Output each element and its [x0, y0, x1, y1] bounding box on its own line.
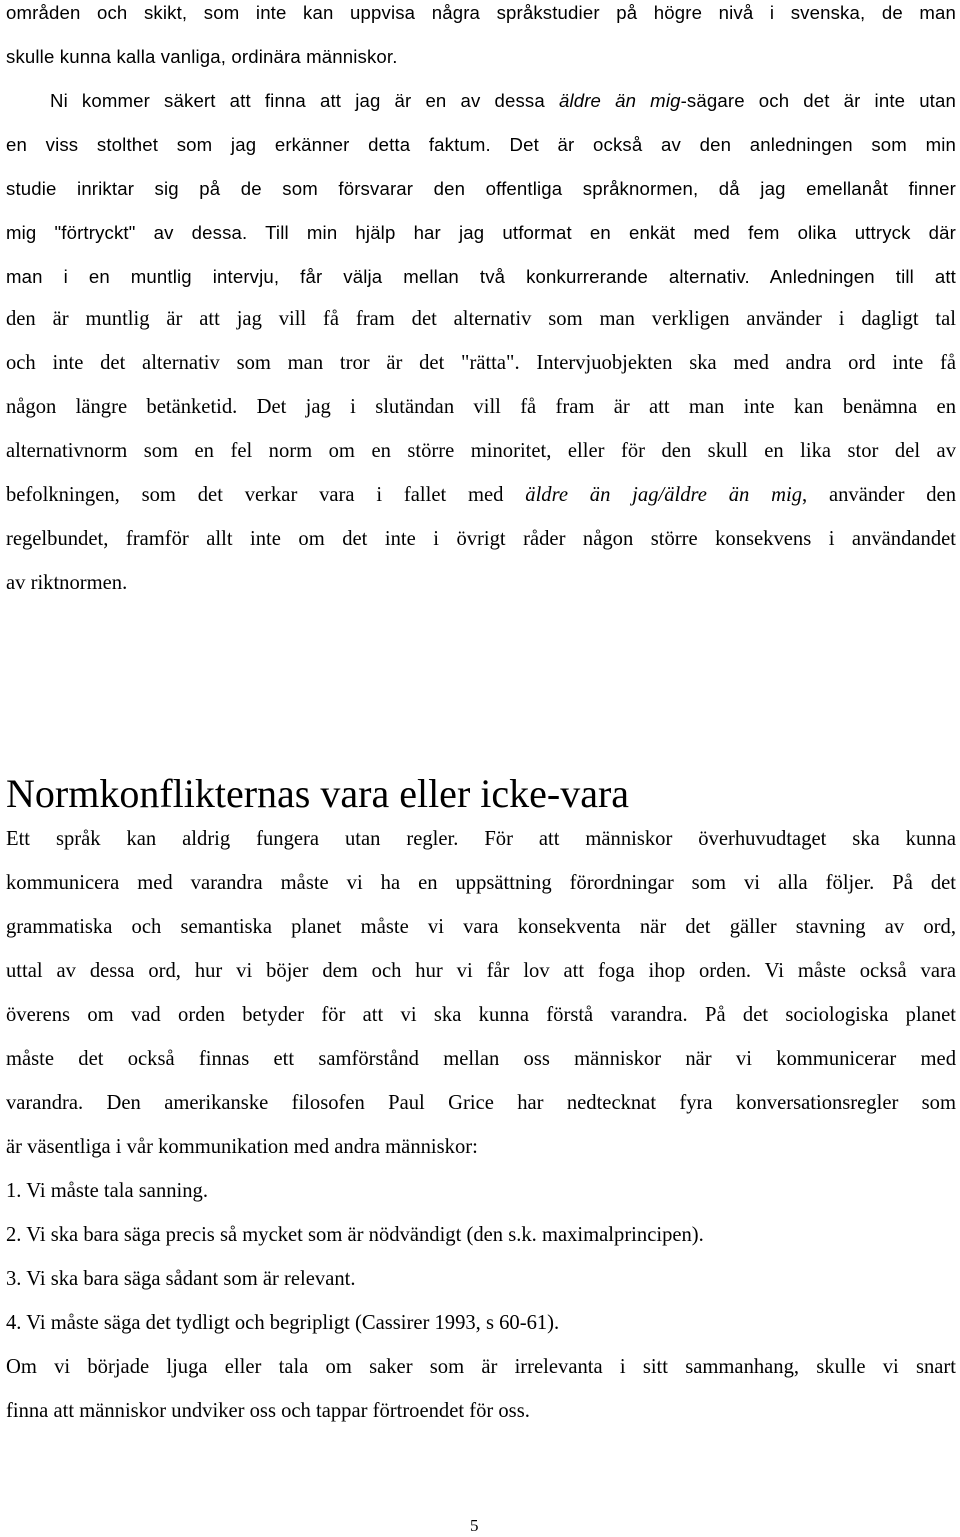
- paragraph-3-line-1: Ett språk kan aldrig fungera utan regler. För att människor överhuvudtaget ska kunna: [6, 828, 956, 850]
- emphasis-text: äldre än jag/äldre än mig: [525, 484, 803, 506]
- paragraph-2-line-12: av riktnormen.: [6, 572, 128, 594]
- paragraph-2-line-8: någon längre betänketid. Det jag i slutändan vill få fram är att man inte kan benämna en: [6, 396, 956, 418]
- text-run: , använder den: [802, 484, 956, 506]
- text-run: Ni kommer säkert att finna att jag är en av dessa: [50, 90, 559, 111]
- list-item: 1. Vi måste tala sanning.: [6, 1180, 208, 1202]
- paragraph-2-line-6: den är muntlig är att jag vill få fram det alternativ som man verkligen använder i dagligt tal: [6, 308, 956, 330]
- paragraph-4-line-1: Om vi började ljuga eller tala om saker som är irrelevanta i sitt sammanhang, skulle vi snart: [6, 1356, 956, 1378]
- paragraph-3-line-5: överens om vad orden betyder för att vi ska kunna förstå varandra. På det sociologiska planet: [6, 1004, 956, 1026]
- list-item: 2. Vi ska bara säga precis så mycket som är nödvändigt (den s.k. maximalprincipen).: [6, 1224, 704, 1246]
- list-item: 3. Vi ska bara säga sådant som är relevant.: [6, 1268, 356, 1290]
- paragraph-2-line-9: alternativnorm som en fel norm om en större minoritet, eller för den skull en lika stor del av: [6, 440, 956, 462]
- paragraph-3-line-8: är väsentliga i vår kommunikation med andra människor:: [6, 1136, 478, 1158]
- section-heading: Normkonflikternas vara eller icke-vara: [6, 771, 630, 816]
- text-run: befolkningen, som det verkar vara i fallet med: [6, 484, 526, 506]
- paragraph-2-line-1: [6, 88, 956, 114]
- paragraph-2-line-7: och inte det alternativ som man tror är det "rätta". Intervjuobjekten ska med andra ord inte få: [6, 352, 956, 374]
- list-item: 4. Vi måste säga det tydligt och begripligt (Cassirer 1993, s 60-61).: [6, 1312, 560, 1334]
- paragraph-3-line-7: varandra. Den amerikanske filosofen Paul Grice har nedtecknat fyra konversationsregler som: [6, 1092, 956, 1114]
- page-number: 5: [470, 1516, 479, 1535]
- paragraph-1-line-2: skulle kunna kalla vanliga, ordinära människor.: [6, 46, 398, 67]
- paragraph-2-line-3: studie inriktar sig på de som försvarar den offentliga språknormen, då jag emellanåt finner: [6, 178, 956, 199]
- paragraph-2-line-5: man i en muntlig intervju, får välja mellan två konkurrerande alternativ. Anledningen till att: [6, 266, 956, 287]
- paragraph-2-line-4: mig "förtryckt" av dessa. Till min hjälp har jag utformat en enkät med fem olika uttryck där: [6, 222, 956, 243]
- paragraph-2-line-11: regelbundet, framför allt inte om det inte i övrigt råder någon större konsekvens i användandet: [6, 528, 956, 550]
- text-run: -sägare och det är inte utan: [680, 90, 956, 111]
- emphasis-text: äldre än mig: [558, 90, 681, 111]
- paragraph-4-line-2: finna att människor undviker oss och tappar förtroendet för oss.: [6, 1400, 530, 1422]
- paragraph-3-line-4: uttal av dessa ord, hur vi böjer dem och hur vi får lov att foga ihop orden. Vi måste också vara: [6, 960, 956, 982]
- paragraph-2-line-2: en viss stolthet som jag erkänner detta faktum. Det är också av den anledningen som min: [6, 134, 956, 155]
- paragraph-3-line-2: kommunicera med varandra måste vi ha en uppsättning förordningar som vi alla följer. På det: [6, 872, 956, 894]
- paragraph-2-line-10: [6, 482, 956, 508]
- paragraph-3-line-3: grammatiska och semantiska planet måste vi vara konsekventa när det gäller stavning av ord,: [6, 916, 956, 938]
- paragraph-1-line-1: områden och skikt, som inte kan uppvisa några språkstudier på högre nivå i svenska, de man: [6, 2, 956, 23]
- paragraph-3-line-6: måste det också finnas ett samförstånd mellan oss människor när vi kommunicerar med: [6, 1048, 956, 1070]
